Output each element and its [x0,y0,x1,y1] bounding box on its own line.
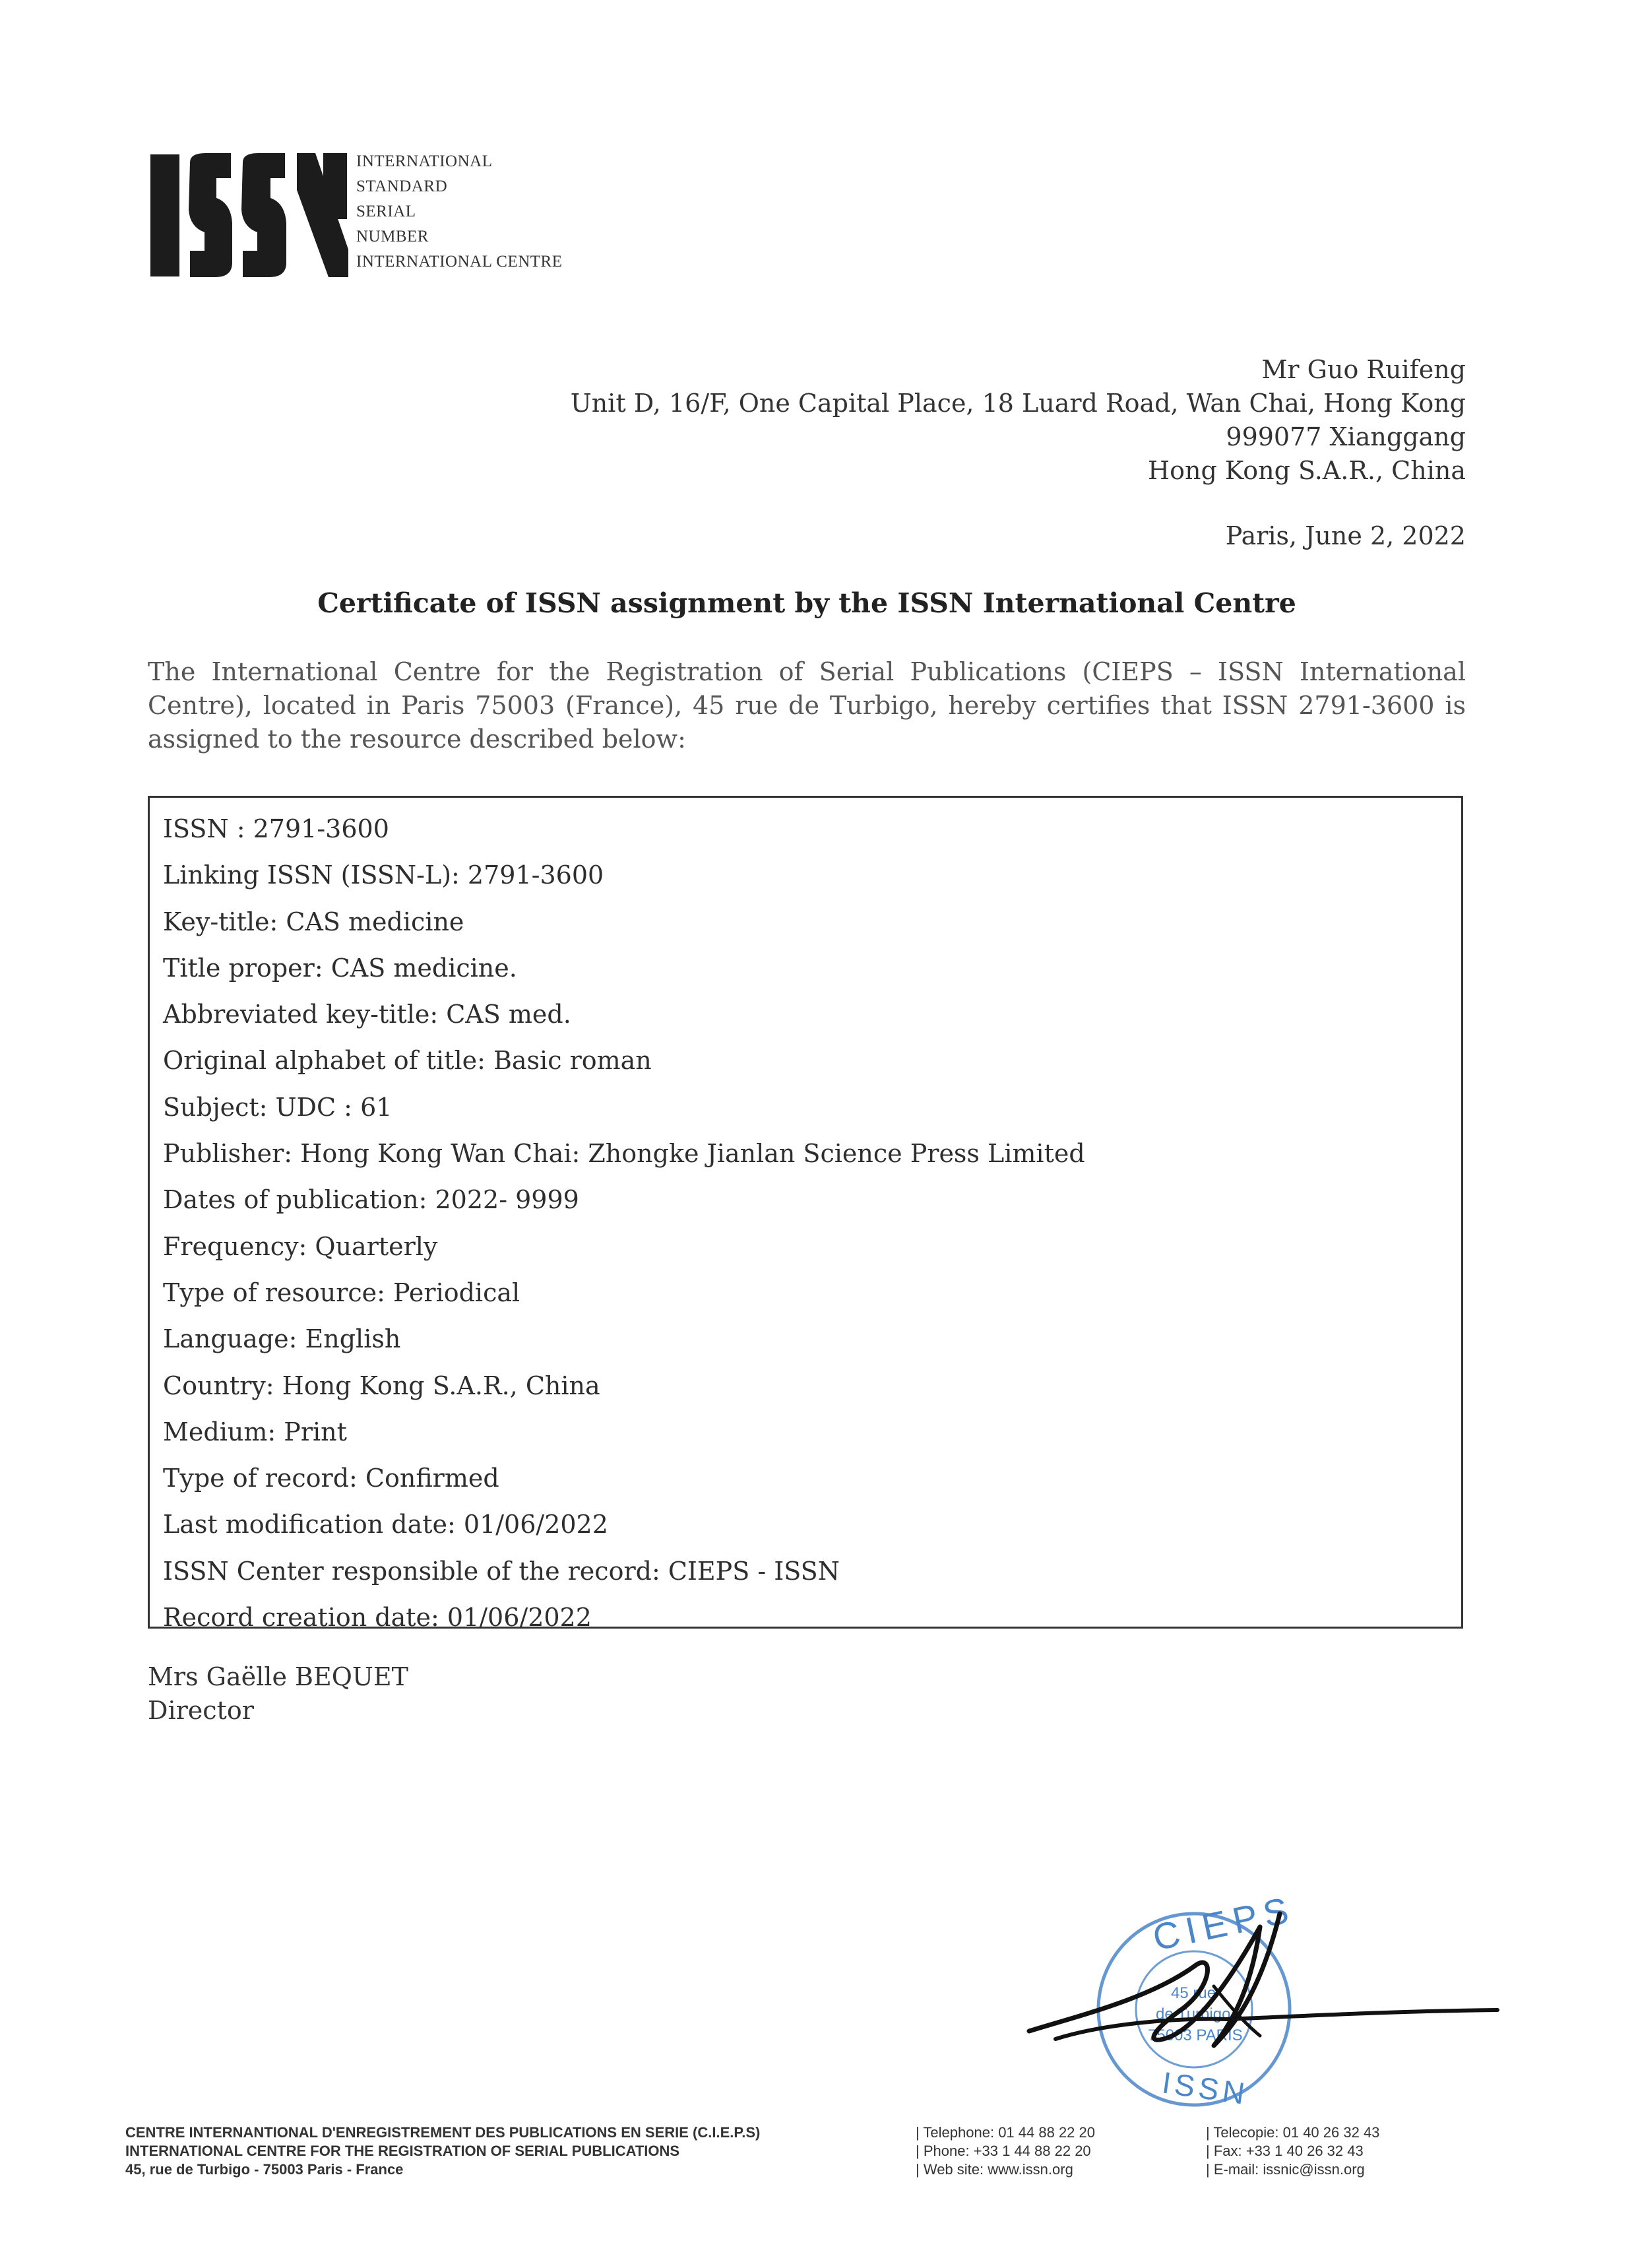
logo-wordmark [356,149,563,275]
record-field: Language: English [163,1324,401,1354]
stamp-and-signature [1016,1887,1517,2125]
footer-line: CENTRE INTERNANTIONAL D'ENREGISTREMENT DES PUBLICATIONS EN SERIE (C.I.E.P.S) [125,2124,761,2141]
intro-paragraph: The International Centre for the Registration of Serial Publications (CIEPS – ISSN International Centre), located in Paris 75003 (France), 45 rue de Turbigo, hereby certifies that ISSN 2791-3600 is assigned to the resource described below: [148,657,1466,754]
logo-line: STANDARD [356,178,448,195]
logo-line: SERIAL [356,203,416,220]
logo-line: INTERNATIONAL [356,152,493,170]
footer-organisation [125,2123,760,2179]
record-field: Linking ISSN (ISSN-L): 2791-3600 [163,860,604,890]
footer-line: | Fax: +33 1 40 26 32 43 [1206,2143,1364,2159]
record-field: Original alphabet of title: Basic roman [163,1046,652,1076]
record-field: Key-title: CAS medicine [163,907,464,936]
recipient-postcode: 999077 Xianggang [1226,422,1466,451]
record-field: Dates of publication: 2022- 9999 [163,1185,579,1215]
footer-line: 45, rue de Turbigo - 75003 Paris - France [125,2161,404,2178]
signer-block [148,1660,408,1728]
letter-date: Paris, June 2, 2022 [1225,521,1466,550]
record-field: Type of record: Confirmed [163,1464,499,1493]
record-field: Type of resource: Periodical [163,1278,520,1307]
stamp-address-line: 75003 PARIS [1148,2026,1243,2044]
record-box [148,796,1463,1633]
stamp-address-line: de Turbigo [1156,2005,1231,2023]
recipient-address [571,353,1466,488]
record-field: Record creation date: 01/06/2022 [163,1603,592,1633]
footer-line: | Phone: +33 1 44 88 22 20 [916,2143,1091,2159]
recipient-street: Unit D, 16/F, One Capital Place, 18 Luard Road, Wan Chai, Hong Kong [570,389,1466,418]
record-field: ISSN : 2791-3600 [163,814,389,843]
stamp-address-line: 45 rue [1171,1984,1216,2002]
footer-email-link[interactable]: | E-mail: issnic@issn.org [1206,2161,1365,2178]
footer-contact-phone [916,2123,1095,2179]
record-field: Subject: UDC : 61 [163,1092,393,1122]
stamp-bottom-text: ISSN [1160,2065,1251,2112]
logo-line: INTERNATIONAL CENTRE [356,253,563,271]
record-field: Frequency: Quarterly [163,1231,438,1261]
logo-line: NUMBER [356,228,429,245]
signer-name: Mrs Gaëlle BEQUET [148,1662,408,1691]
record-field: Title proper: CAS medicine. [163,953,517,983]
record-field: Publisher: Hong Kong Wan Chai: Zhongke Jianlan Science Press Limited [163,1139,1085,1169]
footer-website-link[interactable]: | Web site: www.issn.org [916,2161,1073,2178]
issn-logo [150,150,348,279]
signer-role: Director [148,1696,254,1725]
certificate-title: Certificate of ISSN assignment by the ISSN International Centre [317,587,1296,619]
record-field: Medium: Print [163,1417,347,1446]
footer-contact-fax [1206,2123,1379,2179]
record-field: ISSN Center responsible of the record: CIEPS - ISSN [163,1556,840,1586]
record-field: Country: Hong Kong S.A.R., China [163,1371,600,1400]
footer-line: | Telecopie: 01 40 26 32 43 [1206,2124,1380,2141]
recipient-name: Mr Guo Ruifeng [1261,355,1466,384]
footer-line: INTERNATIONAL CENTRE FOR THE REGISTRATION OF SERIAL PUBLICATIONS [125,2143,680,2159]
record-field: Last modification date: 01/06/2022 [163,1510,608,1539]
record-field: Abbreviated key-title: CAS med. [163,1000,571,1029]
record-list [163,806,1448,1640]
stamp-top-text: CIEPS [1148,1887,1299,1959]
footer-line: | Telephone: 01 44 88 22 20 [916,2124,1095,2141]
recipient-region: Hong Kong S.A.R., China [1148,456,1466,485]
